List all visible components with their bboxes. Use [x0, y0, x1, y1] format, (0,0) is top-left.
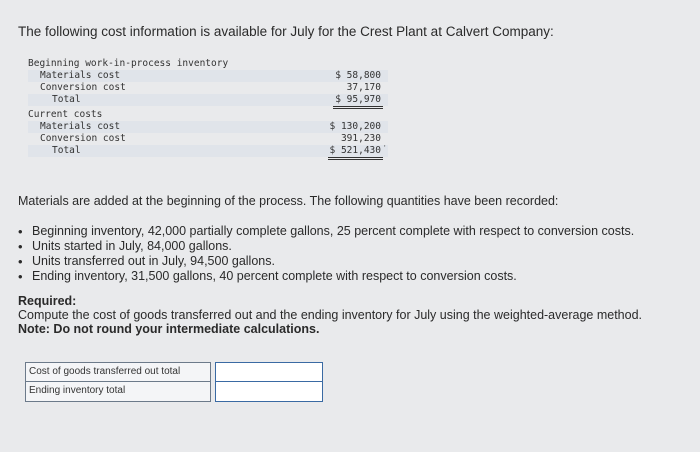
answer-row-transferred: [25, 362, 211, 382]
beginning-materials-row: [28, 70, 388, 82]
ending-inventory-input[interactable]: [215, 382, 323, 402]
list-item: • Ending inventory, 31,500 gallons, 40 percent complete with respect to conversion costs.: [18, 269, 634, 284]
beginning-conversion-value: 37,170: [346, 82, 381, 93]
current-conversion-label: Conversion cost: [40, 133, 126, 144]
current-header-row: [28, 109, 388, 121]
cost-table: [28, 58, 388, 157]
required-note: Note: Do not round your intermediate calculations.: [18, 322, 320, 336]
answer-row-ending: [25, 382, 211, 402]
current-conversion-value: 391,230: [340, 133, 381, 144]
intro-text: The following cost information is available for July for the Crest Plant at Calvert Company:: [18, 24, 554, 39]
required-section: [18, 294, 642, 336]
ending-inventory-label: Ending inventory total: [25, 382, 211, 402]
beginning-total-label: Total: [52, 94, 81, 105]
current-total-row: [28, 145, 388, 157]
list-item: • Beginning inventory, 42,000 partially complete gallons, 25 percent complete with respect to conversion costs.: [18, 224, 634, 239]
current-header: Current costs: [28, 109, 103, 120]
current-materials-label: Materials cost: [40, 121, 121, 132]
transferred-out-input[interactable]: [215, 362, 323, 382]
transferred-out-label: Cost of goods transferred out total: [25, 362, 211, 382]
beginning-total-value: $ 95,970: [333, 94, 383, 109]
beginning-conversion-row: [28, 82, 388, 94]
beginning-conversion-label: Conversion cost: [40, 82, 126, 93]
current-materials-row: [28, 121, 388, 133]
answer-inputs: [215, 362, 323, 402]
current-conversion-row: [28, 133, 388, 145]
quantities-list: [18, 224, 634, 284]
required-heading: Required:: [18, 294, 77, 308]
stray-mark: ': [384, 144, 386, 153]
current-total-label: Total: [52, 145, 81, 156]
beginning-header-row: [28, 58, 388, 70]
answer-table: [25, 362, 211, 402]
current-materials-value: $ 130,200: [329, 121, 381, 132]
beginning-total-row: [28, 94, 388, 106]
list-item: • Units started in July, 84,000 gallons.: [18, 239, 634, 254]
current-total-value: $ 521,430: [328, 145, 383, 160]
beginning-materials-value: $ 58,800: [335, 70, 381, 81]
beginning-header: Beginning work-in-process inventory: [28, 58, 229, 69]
required-text: Compute the cost of goods transferred out and the ending inventory for July using the weighted-average method.: [18, 308, 642, 322]
materials-paragraph: Materials are added at the beginning of the process. The following quantities have been recorded:: [18, 194, 559, 208]
list-item: • Units transferred out in July, 94,500 gallons.: [18, 254, 634, 269]
beginning-materials-label: Materials cost: [40, 70, 121, 81]
